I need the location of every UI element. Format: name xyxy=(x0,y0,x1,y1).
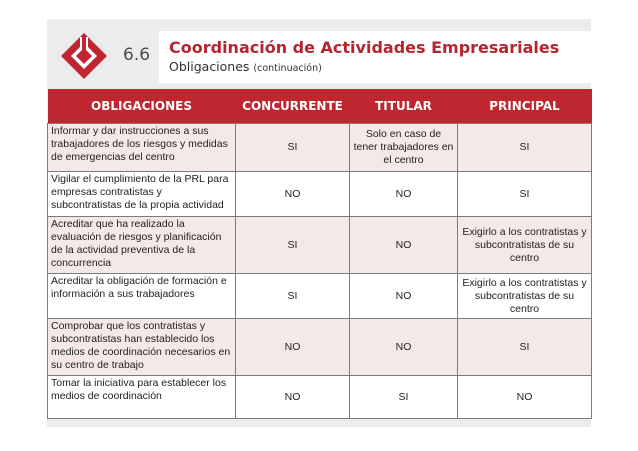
cell-titular: NO xyxy=(350,274,458,319)
column-header-titular: TITULAR xyxy=(350,89,458,124)
company-logo-icon xyxy=(59,31,109,81)
table-row xyxy=(48,319,592,376)
table-row xyxy=(48,172,592,217)
cell-obligacion: Acreditar la obligación de formación e información a sus trabajadores xyxy=(48,274,236,319)
cell-titular: SI xyxy=(350,376,458,419)
cell-principal: SI xyxy=(458,319,592,376)
page-subtitle xyxy=(169,59,322,74)
cell-concurrente: NO xyxy=(236,319,350,376)
obligations-table xyxy=(47,89,592,419)
cell-titular: NO xyxy=(350,217,458,274)
cell-obligacion: Informar y dar instrucciones a sus trabajadores de los riesgos y medidas de emergencias del centro xyxy=(48,124,236,172)
table-row xyxy=(48,217,592,274)
cell-obligacion: Tomar la iniciativa para establecer los medios de coordinación xyxy=(48,376,236,419)
cell-concurrente: NO xyxy=(236,376,350,419)
slide-header xyxy=(47,19,591,85)
table-row xyxy=(48,376,592,419)
cell-titular: Solo en caso de tener trabajadores en el centro xyxy=(350,124,458,172)
subtitle-note: (continuación) xyxy=(253,63,322,74)
subtitle-main: Obligaciones xyxy=(169,59,250,74)
cell-concurrente: SI xyxy=(236,217,350,274)
cell-obligacion: Vigilar el cumplimiento de la PRL para empresas contratistas y subcontratistas de la propia actividad xyxy=(48,172,236,217)
column-header-principal: PRINCIPAL xyxy=(458,89,592,124)
section-number: 6.6 xyxy=(123,45,151,65)
cell-titular: NO xyxy=(350,172,458,217)
cell-concurrente: SI xyxy=(236,274,350,319)
cell-principal: Exigirlo a los contratistas y subcontratistas de su centro xyxy=(458,274,592,319)
cell-principal: SI xyxy=(458,124,592,172)
cell-obligacion: Comprobar que los contratistas y subcontratistas han establecido los medios de coordinación necesarios en su centro de trabajo xyxy=(48,319,236,376)
cell-obligacion: Acreditar que ha realizado la evaluación de riesgos y planificación de la actividad preventiva de la concurrencia xyxy=(48,217,236,274)
table-row xyxy=(48,274,592,319)
column-header-obligaciones: OBLIGACIONES xyxy=(48,89,236,124)
cell-titular: NO xyxy=(350,319,458,376)
table-row xyxy=(48,124,592,172)
cell-principal: NO xyxy=(458,376,592,419)
cell-concurrente: NO xyxy=(236,172,350,217)
table-header-row xyxy=(48,89,592,124)
cell-principal: Exigirlo a los contratistas y subcontratistas de su centro xyxy=(458,217,592,274)
cell-concurrente: SI xyxy=(236,124,350,172)
page-title: Coordinación de Actividades Empresariales xyxy=(169,38,560,57)
cell-principal: SI xyxy=(458,172,592,217)
slide xyxy=(47,19,591,427)
column-header-concurrente: CONCURRENTE xyxy=(236,89,350,124)
